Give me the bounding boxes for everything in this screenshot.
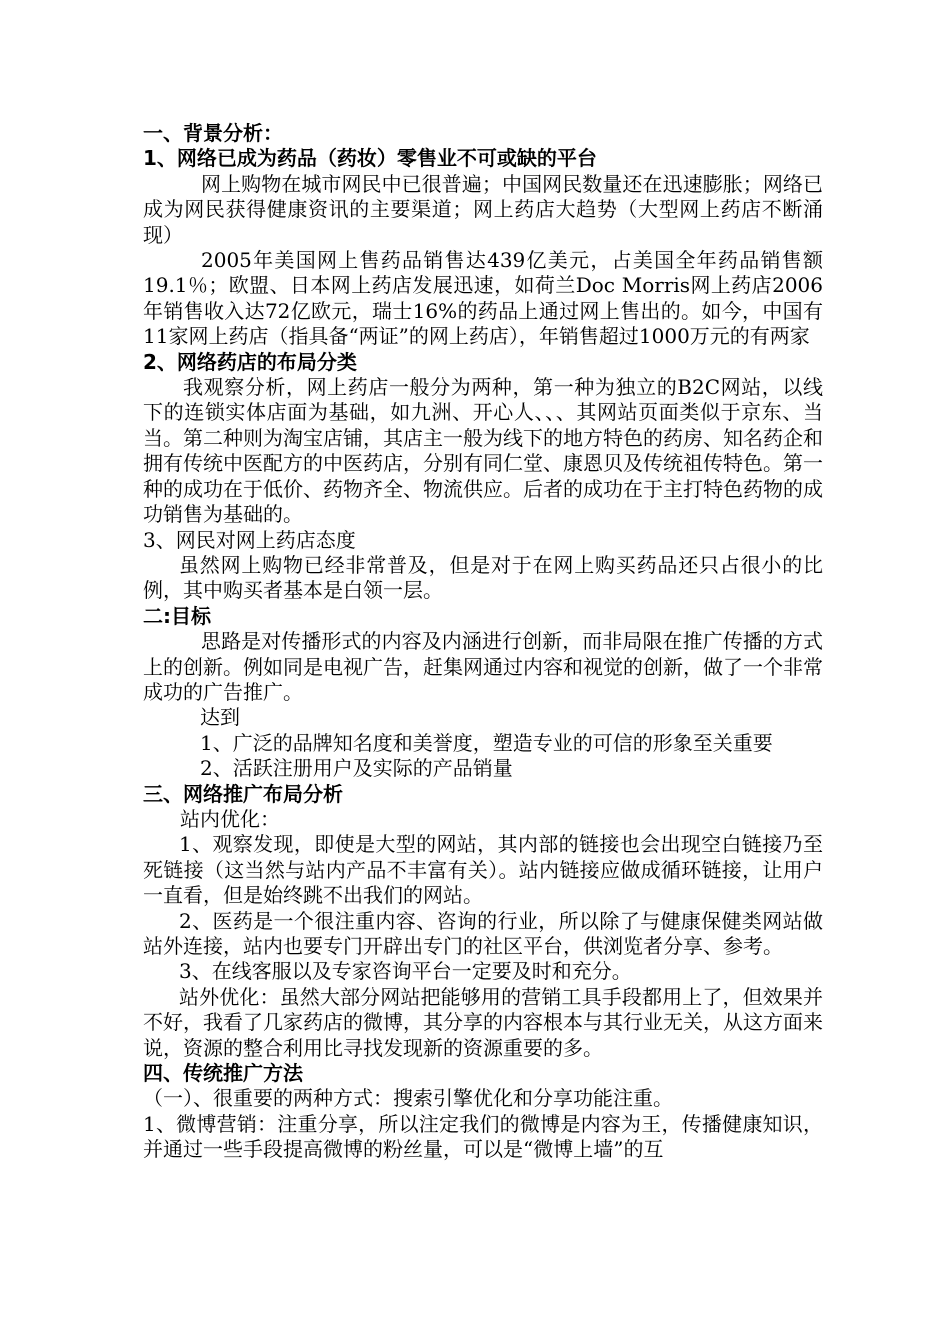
section-heading-traditional-methods: 四、传统推广方法 <box>143 1061 303 1086</box>
list-item: 3、在线客服以及专家咨询平台一定要及时和充分。 <box>179 959 632 984</box>
list-item: 1、广泛的品牌知名度和美誉度，塑造专业的可信的形象至关重要 <box>200 730 773 755</box>
section-heading-goal: 二:目标 <box>143 603 211 628</box>
document-body <box>143 121 823 1163</box>
paragraph: 我观察分析，网上药店一般分为两种，第一种为独立的B2C网站，以线下的连锁实体店面为基础，如九洲、开心人、、、其网站页面类似于京东、当当。第二种则为淘宝店铺，其店主一般为线下的地方特色的药房、知名药企和拥有传统中医配方的中医药店，分别有同仁堂、康恩贝及传统祖传特色。第一种的成功在于低价、药物齐全、物流供应。后者的成功在于主打特色药物的成功销售为基础的。 <box>143 375 823 527</box>
paragraph: 1、微博营销：注重分享，所以注定我们的微博是内容为王，传播健康知识，并通过一些手段提高微博的粉丝量，可以是“微博上墙”的互 <box>143 1111 823 1162</box>
section-heading-background: 一、背景分析： <box>143 121 283 145</box>
section-heading-promotion-layout: 三、网络推广布局分析 <box>143 781 343 806</box>
paragraph: （一）、很重要的两种方式：搜索引擎优化和分享功能注重。 <box>143 1086 673 1111</box>
list-item: 2、医药是一个很注重内容、咨询的行业，所以除了与健康保健类网站做站外连接，站内也要专门开辟出专门的社区平台，供浏览者分享、参考。 <box>143 908 823 958</box>
list-item: 1、观察发现，即使是大型的网站，其内部的链接也会出现空白链接乃至死链接（这当然与站内产品不丰富有关）。站内链接应做成循环链接，让用户一直看，但是始终跳不出我们的网站。 <box>143 832 823 908</box>
paragraph: 思路是对传播形式的内容及内涵进行创新，而非局限在推广传播的方式上的创新。例如同是电视广告，赶集网通过内容和视觉的创新，做了一个非常成功的广告推广。 <box>143 629 823 704</box>
paragraph: 网上购物在城市网民中已很普遍；中国网民数量还在迅速膨胀；网络已成为网民获得健康资讯的主要渠道；网上药店大趋势（大型网上药店不断涌现） <box>143 171 823 247</box>
paragraph: 站内优化： <box>180 806 280 831</box>
subheading-attitude: 3、网民对网上药店态度 <box>143 527 356 552</box>
list-item: 2、活跃注册用户及实际的产品销量 <box>200 756 513 781</box>
paragraph: 达到 <box>200 705 240 730</box>
subheading-platform: 1、网络已成为药品（药妆）零售业不可或缺的平台 <box>143 146 597 171</box>
paragraph: 虽然网上购物已经非常普及，但是对于在网上购买药品还只占很小的比例，其中购买者基本是白领一层。 <box>143 552 823 603</box>
subheading-layout: 2、网络药店的布局分类 <box>143 349 357 374</box>
paragraph: 2005年美国网上售药品销售达439亿美元，占美国全年药品销售额19.1％；欧盟、日本网上药店发展迅速，如荷兰Doc Morris网上药店2006年销售收入达72亿欧元，瑞士16%的药品上通过网上售出的。如今，中国有11家网上药店（指具备“两证”的网上药店），年销售超过1000万元的有两家 <box>143 248 823 349</box>
paragraph: 站外优化：虽然大部分网站把能够用的营销工具手段都用上了，但效果并不好，我看了几家药店的微博，其分享的内容根本与其行业无关，从这方面来说，资源的整合利用比寻找发现新的资源重要的多。 <box>143 984 823 1060</box>
